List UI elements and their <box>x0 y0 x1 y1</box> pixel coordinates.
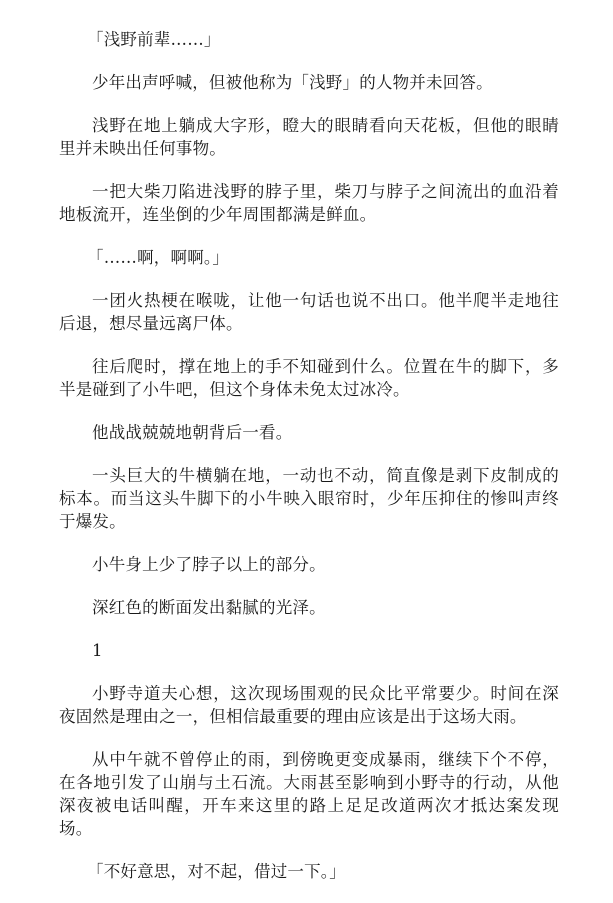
body-paragraph: 浅野在地上躺成大字形，瞪大的眼睛看向天花板，但他的眼睛里并未映出任何事物。 <box>59 116 559 158</box>
body-paragraph: 少年出声呼喊，但被他称为「浅野」的人物并未回答。 <box>92 73 493 92</box>
body-paragraph: 一头巨大的牛横躺在地，一动也不动，简直像是剥下皮制成的标本。而当这头牛脚下的小牛映入眼帘时，少年压抑住的惨叫声终于爆发。 <box>59 466 559 531</box>
body-paragraph: 一团火热梗在喉咙，让他一句话也说不出口。他半爬半走地往后退，想尽量远离尸体。 <box>59 291 559 333</box>
chapter-number: 1 <box>92 641 103 660</box>
dialog-line: 「不好意思，对不起，借过一下。」 <box>87 862 346 881</box>
dialog-line: 「浅野前辈……」 <box>87 30 221 49</box>
body-paragraph: 深红色的断面发出黏腻的光泽。 <box>92 598 326 617</box>
body-paragraph: 小牛身上少了脖子以上的部分。 <box>92 555 326 574</box>
body-paragraph: 他战战兢兢地朝背后一看。 <box>92 423 293 442</box>
body-paragraph: 往后爬时，撑在地上的手不知碰到什么。位置在牛的脚下，多半是碰到了小牛吧，但这个身体未免太过冰冷。 <box>59 357 559 399</box>
body-paragraph: 小野寺道夫心想，这次现场围观的民众比平常要少。时间在深夜固然是理由之一，但相信最重要的理由应该是出于这场大雨。 <box>59 684 559 726</box>
dialog-line: 「……啊，啊啊。」 <box>87 248 230 267</box>
body-paragraph: 一把大柴刀陷进浅野的脖子里，柴刀与脖子之间流出的血沿着地板流开，连坐倒的少年周围都满是鲜血。 <box>59 182 559 224</box>
body-paragraph: 从中午就不曾停止的雨，到傍晚更变成暴雨，继续下个不停，在各地引发了山崩与土石流。大雨甚至影响到小野寺的行动，从他深夜被电话叫醒，开车来这里的路上足足改道两次才抵达案发现场。 <box>59 750 559 838</box>
document-page <box>59 28 559 903</box>
